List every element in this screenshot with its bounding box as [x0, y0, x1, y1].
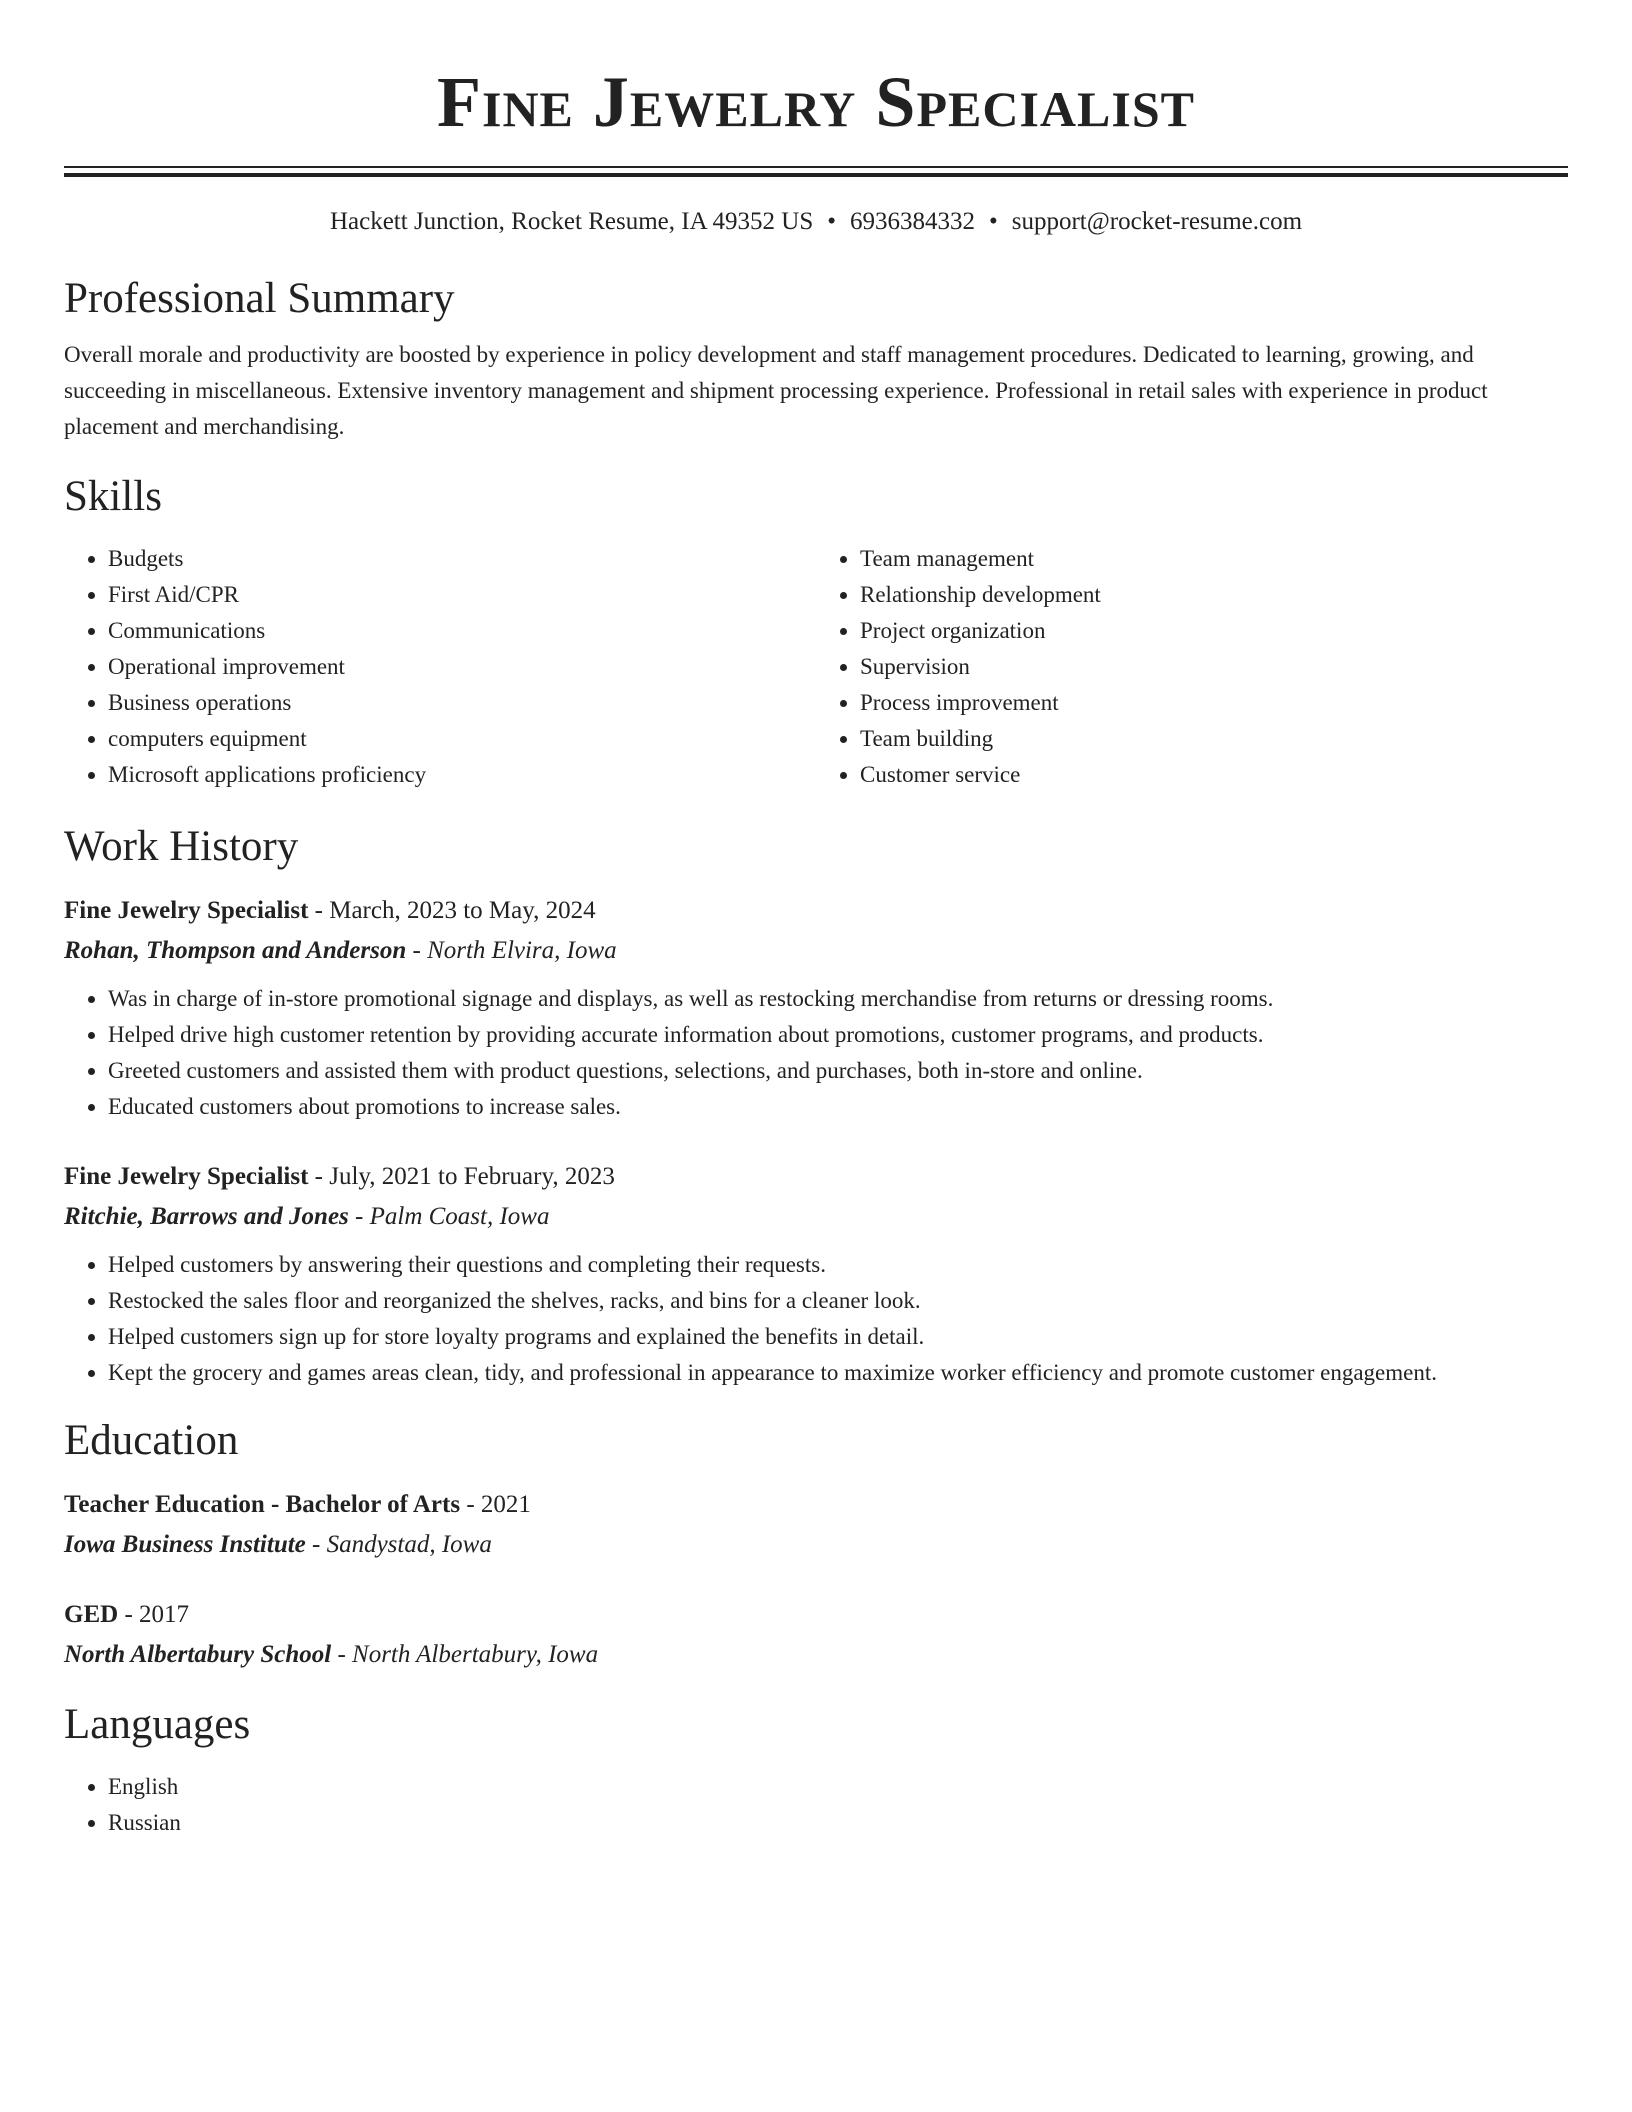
school-line	[64, 1635, 1568, 1675]
degree-name: GED	[64, 1601, 119, 1628]
skill-item: • Project organization	[860, 613, 1568, 649]
skill-item: • Process improvement	[860, 685, 1568, 721]
skill-item: • Microsoft applications proficiency	[108, 757, 816, 793]
school-name: North Albertabury School	[64, 1641, 332, 1668]
skills-left-list	[64, 541, 816, 793]
skill-item: • Operational improvement	[108, 649, 816, 685]
skill-item: • Team management	[860, 541, 1568, 577]
skill-item: • computers equipment	[108, 721, 816, 757]
resume-page	[64, 0, 1568, 1841]
job-duties-list	[64, 981, 1568, 1125]
skills-grid	[64, 541, 1568, 793]
education-entry	[64, 1485, 1568, 1565]
languages-list	[64, 1769, 1568, 1841]
languages-heading: Languages	[64, 1701, 251, 1748]
job-title-line	[64, 1157, 1568, 1197]
employer-location: - North Elvira, Iowa	[412, 937, 617, 964]
employer-name: Ritchie, Barrows and Jones	[64, 1203, 349, 1230]
job-title: Fine Jewelry Specialist	[64, 897, 309, 924]
summary-heading: Professional Summary	[64, 275, 455, 322]
summary-text: Overall morale and productivity are boosted by experience in policy development and staff management procedures. Dedicated to learning, growing, and succeeding in miscellaneous. Extensive inventory management and shipment processing experience. Professional in retail sales with experience in product placement and merchandising.	[64, 342, 1488, 439]
job-duty: • Was in charge of in-store promotional signage and displays, as well as restocking merchandise from returns or dressing rooms.	[108, 981, 1568, 1017]
degree-name: Teacher Education - Bachelor of Arts	[64, 1491, 461, 1518]
employer-line	[64, 931, 1568, 971]
job-entry	[64, 891, 1568, 1125]
degree-year: - 2021	[466, 1491, 531, 1518]
employer-name: Rohan, Thompson and Anderson	[64, 937, 407, 964]
job-duty: • Kept the grocery and games areas clean, tidy, and professional in appearance to maximize worker efficiency and promote customer engagement.	[108, 1355, 1568, 1391]
education-entry	[64, 1595, 1568, 1675]
job-title-line	[64, 891, 1568, 931]
skill-item: • Supervision	[860, 649, 1568, 685]
contact-phone: 6936384332	[849, 208, 975, 235]
header-rule-thick	[64, 173, 1568, 177]
header-rule-thin	[64, 166, 1568, 168]
degree-year: - 2017	[124, 1601, 190, 1628]
skill-item: • Team building	[860, 721, 1568, 757]
contact-separator: •	[988, 208, 998, 235]
skills-right-list	[816, 541, 1568, 793]
language-item: • English	[108, 1769, 1568, 1805]
job-dates: - March, 2023 to May, 2024	[314, 897, 596, 924]
job-entry	[64, 1157, 1568, 1391]
school-location: - Sandystad, Iowa	[312, 1531, 492, 1558]
degree-line	[64, 1485, 1568, 1525]
job-duty: • Restocked the sales floor and reorganized the shelves, racks, and bins for a cleaner look.	[108, 1283, 1568, 1319]
school-line	[64, 1525, 1568, 1565]
job-duty: • Helped drive high customer retention by providing accurate information about promotions, customer programs, and products.	[108, 1017, 1568, 1053]
skill-item: • Business operations	[108, 685, 816, 721]
job-duties-list	[64, 1247, 1568, 1391]
contact-email: support@rocket-resume.com	[1011, 208, 1303, 235]
education-heading: Education	[64, 1417, 239, 1464]
job-duty: • Greeted customers and assisted them with product questions, selections, and purchases, both in-store and online.	[108, 1053, 1568, 1089]
job-duty: • Educated customers about promotions to increase sales.	[108, 1089, 1568, 1125]
job-dates: - July, 2021 to February, 2023	[314, 1163, 615, 1190]
work-history-heading: Work History	[64, 823, 299, 870]
school-name: Iowa Business Institute	[64, 1531, 306, 1558]
contact-address: Hackett Junction, Rocket Resume, IA 49352 US	[329, 208, 814, 235]
employer-location: - Palm Coast, Iowa	[355, 1203, 550, 1230]
job-duty: • Helped customers by answering their questions and completing their requests.	[108, 1247, 1568, 1283]
job-title: Fine Jewelry Specialist	[64, 1163, 309, 1190]
skill-item: • Customer service	[860, 757, 1568, 793]
employer-line	[64, 1197, 1568, 1237]
contact-line	[64, 205, 1568, 239]
degree-line	[64, 1595, 1568, 1635]
job-duty: • Helped customers sign up for store loyalty programs and explained the benefits in detail.	[108, 1319, 1568, 1355]
skill-item: • Budgets	[108, 541, 816, 577]
resume-name: Fine Jewelry Specialist	[437, 62, 1195, 142]
school-location: - North Albertabury, Iowa	[337, 1641, 599, 1668]
skill-item: • Communications	[108, 613, 816, 649]
skill-item: • Relationship development	[860, 577, 1568, 613]
skill-item: • First Aid/CPR	[108, 577, 816, 613]
skills-heading: Skills	[64, 473, 162, 520]
language-item: • Russian	[108, 1805, 1568, 1841]
contact-separator: •	[827, 208, 836, 235]
